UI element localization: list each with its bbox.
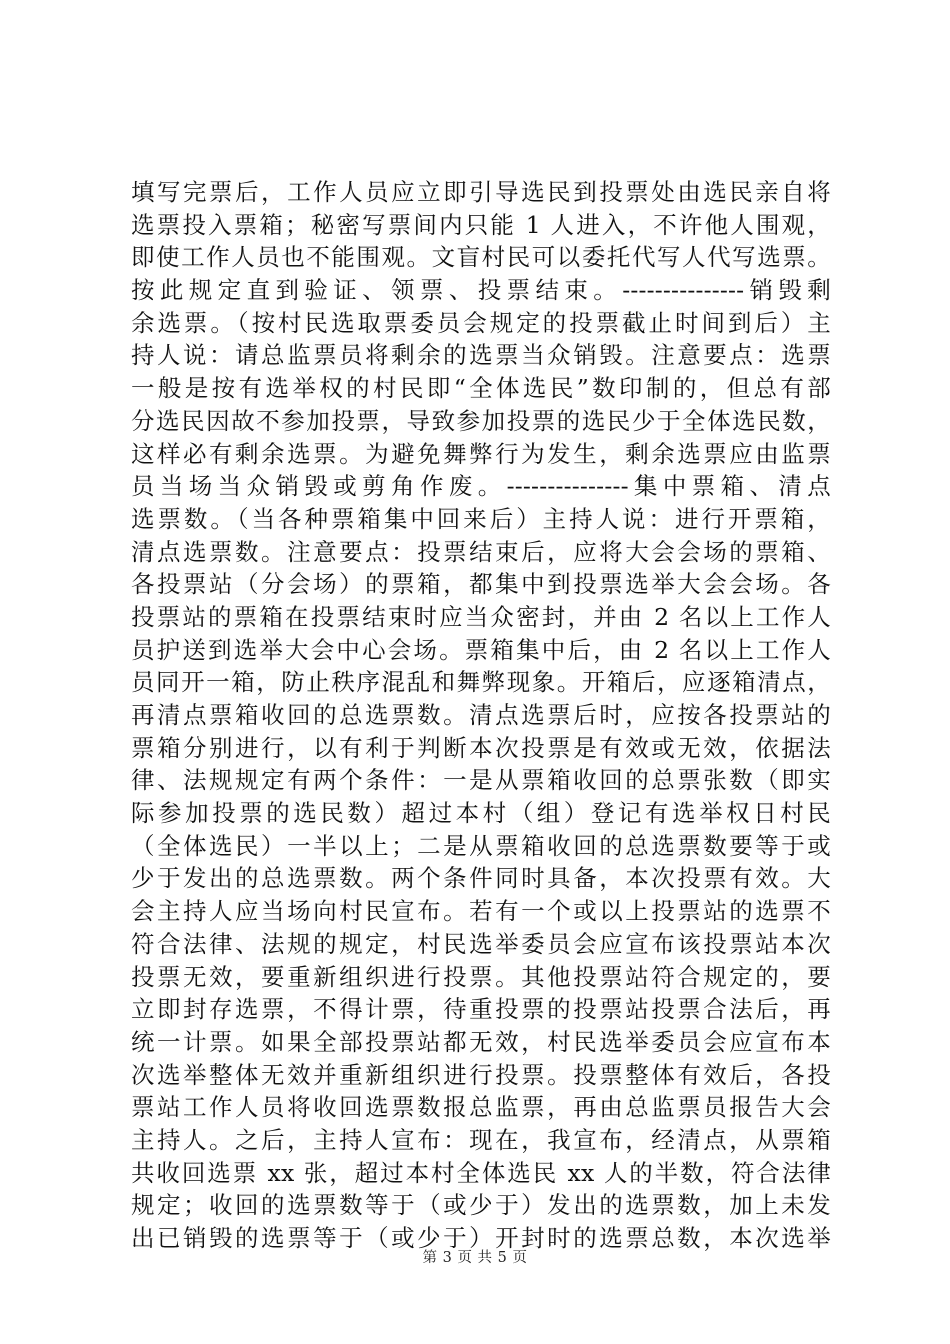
text-line: 员同开一箱，防止秩序混乱和舞弊现象。开箱后，应逐箱清点，: [131, 668, 831, 697]
text-line: 一般是按有选举权的村民即“全体选民”数印制的，但总有部: [131, 374, 831, 403]
text-line: 票箱分别进行，以有利于判断本次投票是有效或无效，依据法: [131, 733, 831, 762]
text-line: 律、法规规定有两个条件：一是从票箱收回的总票张数（即实: [131, 766, 831, 795]
text-line: 按此规定直到验证、领票、投票结束。---------------销毁剩: [131, 276, 831, 305]
body-text: [131, 176, 831, 1255]
text-line: 投票站的票箱在投票结束时应当众密封，并由 2 名以上工作人: [131, 602, 831, 631]
text-line: 票站工作人员将收回选票数报总监票，再由总监票员报告大会: [131, 1093, 831, 1122]
text-line: 填写完票后，工作人员应立即引导选民到投票处由选民亲自将: [131, 178, 831, 206]
text-line: 这样必有剩余选票。为避免舞弊行为发生，剩余选票应由监票: [131, 439, 831, 468]
page-number-footer: 第 3 页 共 5 页: [422, 1250, 528, 1266]
text-line: 员护送到选举大会中心会场。票箱集中后，由 2 名以上工作人: [131, 635, 831, 664]
text-line: （全体选民）一半以上；二是从票箱收回的总选票数要等于或: [131, 831, 831, 860]
text-line: 少于发出的总选票数。两个条件同时具备，本次投票有效。大: [131, 864, 831, 893]
text-line: 持人说：请总监票员将剩余的选票当众销毁。注意要点：选票: [131, 341, 831, 370]
text-line: 规定；收回的选票数等于（或少于）发出的选票数，加上未发: [131, 1191, 831, 1220]
text-line: 投票无效，要重新组织进行投票。其他投票站符合规定的，要: [131, 962, 831, 991]
text-line: 出已销毁的选票等于（或少于）开封时的选票总数，本次选举: [131, 1224, 831, 1252]
text-line: 选票投入票箱；秘密写票间内只能 1 人进入，不许他人围观，: [131, 210, 831, 239]
text-line: 分选民因故不参加投票，导致参加投票的选民少于全体选民数，: [131, 406, 831, 435]
text-line: 余选票。（按村民选取票委员会规定的投票截止时间到后）主: [131, 308, 831, 337]
text-line: 各投票站（分会场）的票箱，都集中到投票选举大会会场。各: [131, 570, 831, 599]
text-line: 符合法律、法规的规定，村民选举委员会应宣布该投票站本次: [131, 929, 831, 958]
text-line: 即使工作人员也不能围观。文盲村民可以委托代写人代写选票。: [131, 243, 831, 272]
text-line: 次选举整体无效并重新组织进行投票。投票整体有效后，各投: [131, 1060, 831, 1089]
text-line: 员当场当众销毁或剪角作废。---------------集中票箱、清点: [131, 472, 831, 501]
text-line: 际参加投票的选民数）超过本村（组）登记有选举权日村民: [131, 799, 831, 828]
text-line: 统一计票。如果全部投票站都无效，村民选举委员会应宣布本: [131, 1027, 831, 1056]
text-line: 主持人。之后，主持人宣布：现在，我宣布，经清点，从票箱: [131, 1125, 831, 1154]
text-line: 立即封存选票，不得计票，待重投票的投票站投票合法后，再: [131, 995, 831, 1024]
text-line: 选票数。（当各种票箱集中回来后）主持人说：进行开票箱，: [131, 504, 831, 533]
text-line: 共收回选票 xx 张，超过本村全体选民 xx 人的半数，符合法律: [131, 1158, 831, 1187]
text-line: 清点选票数。注意要点：投票结束后，应将大会会场的票箱、: [131, 537, 831, 566]
text-line: 会主持人应当场向村民宣布。若有一个或以上投票站的选票不: [131, 897, 831, 926]
text-line: 再清点票箱收回的总选票数。清点选票后时，应按各投票站的: [131, 701, 831, 729]
